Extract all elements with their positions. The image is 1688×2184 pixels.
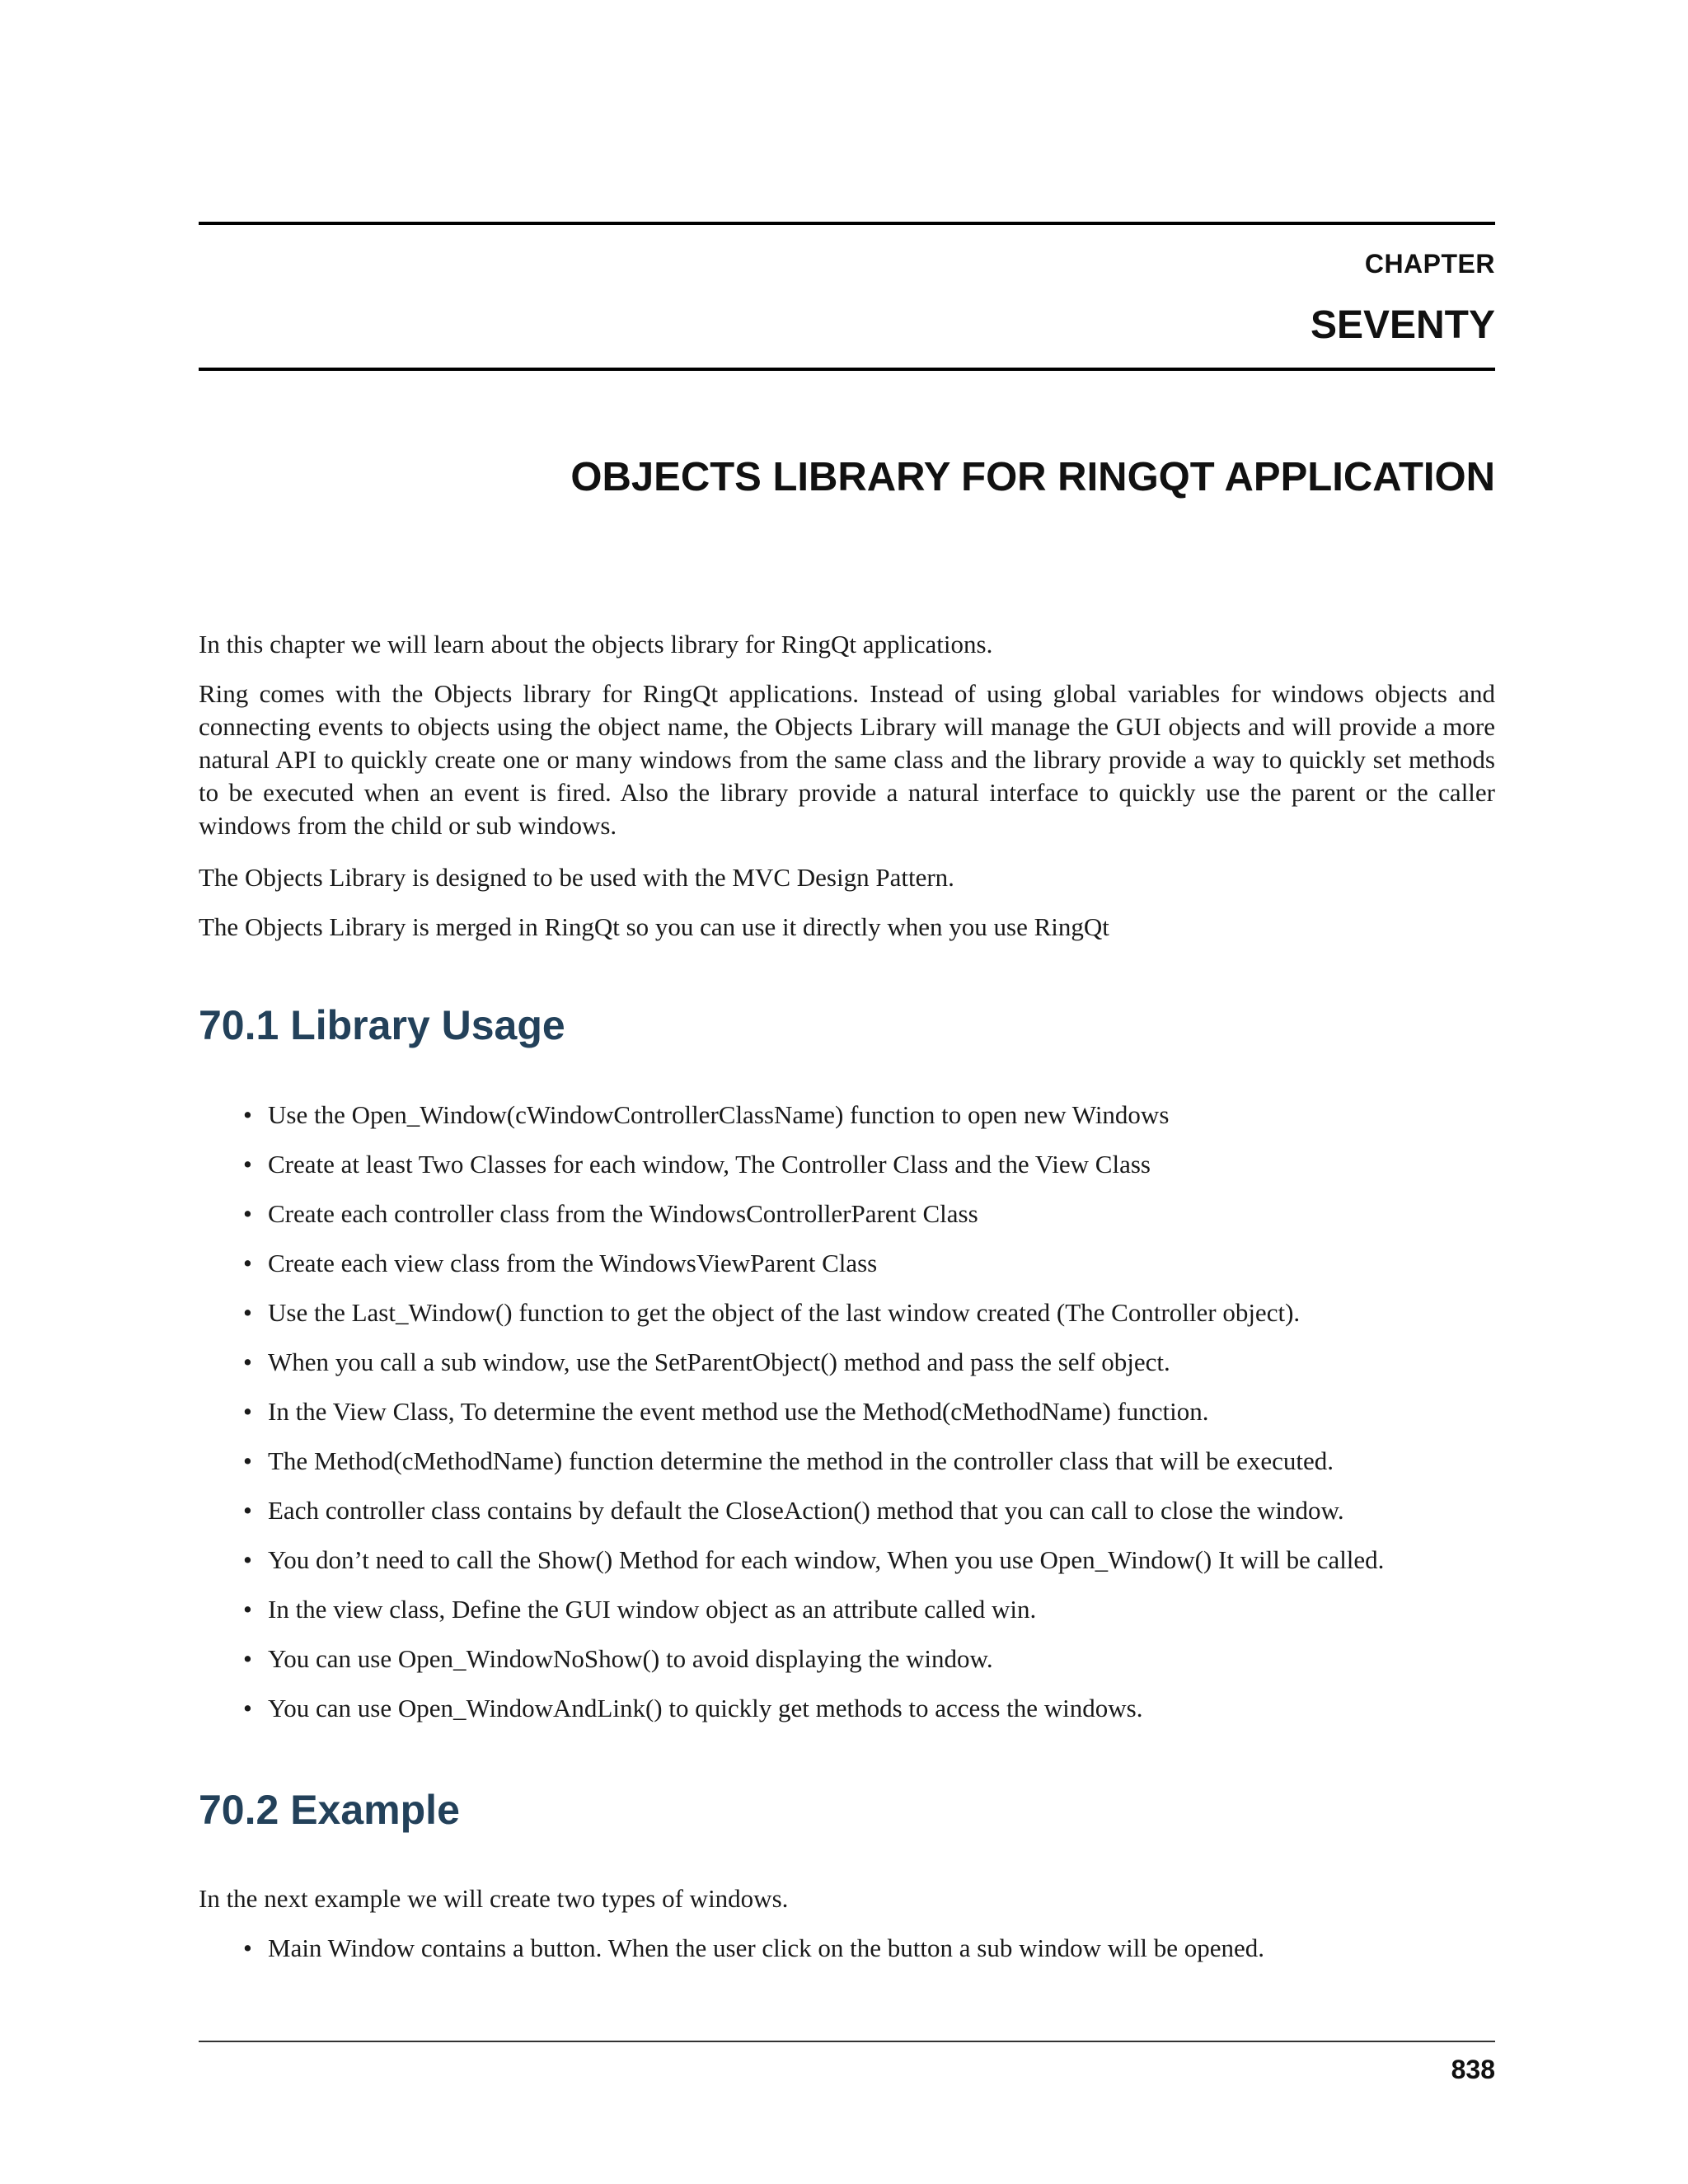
bullet-icon: • bbox=[243, 1496, 252, 1525]
list-item: • In the view class, Define the GUI window object as an attribute called win. bbox=[199, 1593, 1495, 1643]
bullet-icon: • bbox=[243, 1150, 252, 1179]
document-page bbox=[199, 0, 1495, 2184]
list-item: • Each controller class contains by default the CloseAction() method that you can call to close the window. bbox=[199, 1494, 1495, 1544]
chapter-number: SEVENTY bbox=[1310, 303, 1495, 347]
list-item: • Use the Last_Window() function to get the object of the last window created (The Controller object). bbox=[199, 1296, 1495, 1346]
library-usage-list bbox=[199, 1099, 1495, 1741]
intro-paragraph-3: The Objects Library is designed to be used with the MVC Design Pattern. bbox=[199, 863, 954, 892]
list-item: • Create at least Two Classes for each window, The Controller Class and the View Class bbox=[199, 1148, 1495, 1197]
bullet-icon: • bbox=[243, 1694, 252, 1722]
list-item: • You can use Open_WindowAndLink() to quickly get methods to access the windows. bbox=[199, 1692, 1495, 1741]
section-heading-example: 70.2 Example bbox=[199, 1787, 460, 1833]
bullet-icon: • bbox=[243, 1644, 252, 1673]
intro-paragraph-4: The Objects Library is merged in RingQt so you can use it directly when you use RingQt bbox=[199, 912, 1109, 941]
chapter-label: CHAPTER bbox=[1364, 249, 1495, 279]
list-item: • The Method(cMethodName) function determine the method in the controller class that will be executed. bbox=[199, 1445, 1495, 1494]
list-item: • Create each view class from the WindowsViewParent Class bbox=[199, 1247, 1495, 1296]
bullet-icon: • bbox=[243, 1595, 252, 1624]
list-item: • You can use Open_WindowNoShow() to avoid displaying the window. bbox=[199, 1643, 1495, 1692]
list-item: • Main Window contains a button. When the user click on the button a sub window will be opened. bbox=[199, 1932, 1495, 1981]
bullet-icon: • bbox=[243, 1199, 252, 1228]
bullet-icon: • bbox=[243, 1397, 252, 1426]
list-item: • You don’t need to call the Show() Method for each window, When you use Open_Window() It will be called. bbox=[199, 1544, 1495, 1593]
chapter-top-rule bbox=[199, 222, 1495, 225]
chapter-bottom-rule bbox=[199, 368, 1495, 371]
footer-rule bbox=[199, 2041, 1495, 2042]
bullet-icon: • bbox=[243, 1298, 252, 1327]
bullet-icon: • bbox=[243, 1933, 252, 1962]
page-number: 838 bbox=[1451, 2055, 1495, 2084]
list-item: • Create each controller class from the WindowsControllerParent Class bbox=[199, 1197, 1495, 1247]
intro-paragraph-1: In this chapter we will learn about the objects library for RingQt applications. bbox=[199, 630, 993, 658]
chapter-title: OBJECTS LIBRARY FOR RINGQT APPLICATION bbox=[570, 455, 1495, 499]
list-item: • Use the Open_Window(cWindowControllerClassName) function to open new Windows bbox=[199, 1099, 1495, 1148]
bullet-icon: • bbox=[243, 1545, 252, 1574]
example-list bbox=[199, 1932, 1495, 1981]
bullet-icon: • bbox=[243, 1446, 252, 1475]
bullet-icon: • bbox=[243, 1100, 252, 1129]
intro-paragraph-2: Ring comes with the Objects library for RingQt applications. Instead of using global variables for windows objects and connecting events to objects using the object name, the Objects Library will manage the GUI objects and will provide a more natural API to quickly create one or many windows from the same class and the library provide a way to quickly set methods to be executed when an event is fired. Also the library provide a natural interface to quickly use the parent or the caller windows from the child or sub windows. bbox=[199, 679, 1495, 840]
list-item: • When you call a sub window, use the SetParentObject() method and pass the self object. bbox=[199, 1346, 1495, 1395]
bullet-icon: • bbox=[243, 1347, 252, 1376]
example-paragraph: In the next example we will create two types of windows. bbox=[199, 1884, 789, 1913]
bullet-icon: • bbox=[243, 1249, 252, 1277]
list-item: • In the View Class, To determine the event method use the Method(cMethodName) function. bbox=[199, 1395, 1495, 1445]
section-heading-library-usage: 70.1 Library Usage bbox=[199, 1002, 565, 1048]
